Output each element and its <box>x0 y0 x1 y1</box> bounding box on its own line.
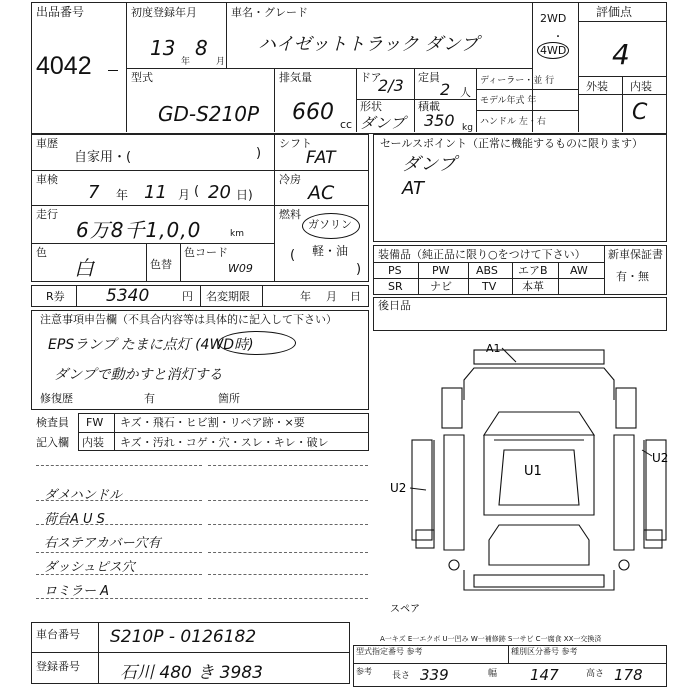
length-value: 339 <box>420 666 449 684</box>
dash-line <box>36 552 202 553</box>
divider <box>476 89 578 90</box>
interior-grade: C <box>632 100 648 125</box>
year-unit: 年 <box>181 57 191 67</box>
inspection-label: 車検 <box>36 173 58 186</box>
car-name-label: 車名・グレード <box>231 6 308 19</box>
height-value: 178 <box>614 666 643 684</box>
shape-label: 形状 <box>360 100 382 113</box>
mileage-label: 走行 <box>36 208 58 221</box>
evaluation-label: 評価点 <box>596 5 633 19</box>
mark-u1: U1 <box>524 464 542 479</box>
load-value: 350 <box>424 111 455 130</box>
doors-value: 2/3 <box>378 76 404 95</box>
divider <box>146 243 147 282</box>
inspector-fw: FW <box>86 416 104 429</box>
color-code-value: W09 <box>228 262 253 275</box>
remark-item: ダメハンドル <box>44 488 122 503</box>
equip-pw: PW <box>432 264 450 277</box>
sales-point-line2: AT <box>402 178 424 199</box>
first-reg-label: 初度登録年月 <box>131 6 197 19</box>
lot-label: 出品番号 <box>36 5 85 19</box>
recorder-items: キズ・汚れ・コゲ・穴・スレ・キレ・破レ <box>120 436 329 449</box>
divider <box>622 76 623 132</box>
divider <box>31 652 350 653</box>
reg-label: 登録番号 <box>36 660 80 673</box>
color-change-label: 色替 <box>150 258 172 271</box>
drive-4wd: 4WD <box>537 42 569 59</box>
lot-number: 4042 <box>36 52 92 80</box>
equip-sr: SR <box>388 280 403 293</box>
inspection-year: 7 <box>88 182 100 203</box>
chassis-label: 車台番号 <box>36 628 80 641</box>
remark-item: ロミラー A <box>44 584 110 599</box>
inspector-label: 検査員 <box>36 416 69 429</box>
inspector-items: キズ・飛石・ヒビ割・リペア跡・×要 <box>120 416 305 429</box>
equipment-label: 装備品（純正品に限り○をつけて下さい） <box>378 248 586 261</box>
name-change-label: 名変期限 <box>206 290 250 303</box>
history-label: 車歴 <box>36 137 58 150</box>
inspection-month: 11 <box>144 182 167 203</box>
warranty-label: 新車保証書 <box>608 248 663 261</box>
divider <box>578 94 667 95</box>
car-name-value: ハイゼットトラック ダンプ <box>258 34 479 55</box>
capacity-label: 定員 <box>418 71 440 84</box>
dash-line <box>208 598 368 599</box>
dash-line <box>208 500 368 501</box>
inspection-year-unit: 年 <box>116 188 129 202</box>
paren: ( <box>194 184 200 199</box>
dash-line <box>208 552 368 553</box>
warranty-value: 有・無 <box>616 270 649 283</box>
chassis-value: S210P - 0126182 <box>110 627 257 647</box>
color-code-label: 色コード <box>184 246 228 259</box>
sales-point-label: セールスポイント（正常に機能するものに限ります） <box>380 137 644 150</box>
shape-value: ダンプ <box>360 114 406 132</box>
notes-circle <box>218 331 296 355</box>
divider <box>126 68 532 69</box>
mark-u2-left: U2 <box>390 481 407 495</box>
displacement-unit: cc <box>340 118 353 131</box>
shift-label: シフト <box>279 137 312 150</box>
divider <box>508 645 509 663</box>
divider <box>578 21 667 22</box>
capacity-value: 2 <box>440 80 451 99</box>
notes-label: 注意事項申告欄（不具合内容等は具体的に記入して下さい） <box>40 313 337 326</box>
dealer-row3: ハンドル 左・右 <box>480 117 546 127</box>
recorder-int: 内装 <box>82 436 104 449</box>
paren: ( <box>290 248 296 263</box>
recycle-unit: 円 <box>182 290 193 303</box>
repair-label: 修復歴 <box>40 392 73 405</box>
fuel-label: 燃料 <box>279 208 301 221</box>
divider <box>274 68 275 132</box>
divider <box>476 68 477 132</box>
equip-ps: PS <box>388 264 402 277</box>
divider <box>353 663 667 664</box>
equip-leather: 本革 <box>522 280 544 293</box>
divider <box>468 262 469 295</box>
ref-label: 参考 <box>356 667 372 676</box>
divider <box>76 285 77 307</box>
divider <box>476 110 578 111</box>
capacity-unit: 人 <box>460 86 471 99</box>
inspection-month-unit: 月 <box>178 188 191 202</box>
history-close: ) <box>256 146 262 161</box>
displacement-label: 排気量 <box>279 71 312 84</box>
first-reg-year: 13 <box>150 36 176 60</box>
evaluation-score: 4 <box>612 38 630 71</box>
notes-line1: EPSランプ たまに点灯 (4WD時) <box>48 337 254 353</box>
drive-separator: ・ <box>553 32 563 43</box>
length-label: 長さ <box>392 671 411 681</box>
divider <box>373 262 604 263</box>
lot-underline <box>108 70 118 71</box>
divider <box>373 278 604 279</box>
repair-value: 有 <box>144 392 155 405</box>
divider <box>200 285 201 307</box>
name-change-year: 年 <box>300 290 311 303</box>
reg-value: 石川 480 き 3983 <box>120 663 263 683</box>
designation-label: 型式指定番号 参考 <box>356 647 423 656</box>
divider <box>274 134 275 282</box>
divider <box>532 2 533 132</box>
aircon-value: AC <box>308 182 335 204</box>
divider <box>226 2 227 68</box>
drive-2wd: 2WD <box>540 12 567 25</box>
divider <box>180 243 181 282</box>
doors-label: ドア <box>360 71 382 84</box>
name-change-month: 月 <box>326 290 337 303</box>
rear-block <box>373 297 667 331</box>
model-label: 型式 <box>131 71 153 84</box>
history-value: 自家用・( <box>74 150 132 165</box>
divider <box>418 262 419 295</box>
interior-label: 内装 <box>630 80 652 93</box>
repair-place: 箇所 <box>218 392 240 405</box>
divider <box>31 243 274 244</box>
first-reg-month: 8 <box>195 36 208 60</box>
height-label: 高さ <box>586 669 605 679</box>
divider <box>78 432 369 433</box>
load-label: 積載 <box>418 100 440 113</box>
car-diagram <box>390 340 694 620</box>
divider <box>356 68 357 132</box>
dash-line <box>208 574 368 575</box>
equip-tv: TV <box>482 280 497 293</box>
inspection-day: 20 <box>208 182 231 203</box>
mileage-unit: km <box>230 229 244 239</box>
fuel-gasoline: ガソリン <box>308 218 352 231</box>
load-unit: kg <box>462 123 473 133</box>
color-label: 色 <box>36 246 47 259</box>
dash-line <box>208 524 368 525</box>
aircon-label: 冷房 <box>279 173 301 186</box>
spare-label: スペア <box>390 604 420 615</box>
divider <box>98 622 99 684</box>
dealer-row1: ディーラー・並 行 <box>480 76 555 86</box>
shift-value: FAT <box>306 148 336 168</box>
recorder-label: 記入欄 <box>36 436 69 449</box>
remark-item: 右ステアカバー穴有 <box>44 536 161 551</box>
divider <box>262 285 263 307</box>
divider <box>114 413 115 451</box>
notes-line2: ダンプで動かすと消灯する <box>54 367 223 383</box>
displacement-value: 660 <box>292 100 334 125</box>
damage-legend: A一キズ E一エクボ U一凹み W一補修跡 S一サビ C一腐食 XX一交換済 <box>380 635 602 643</box>
inspection-day-unit: 日) <box>236 188 253 202</box>
month-unit: 月 <box>216 57 226 67</box>
model-value: GD-S210P <box>158 102 260 126</box>
equip-aw: AW <box>570 264 588 277</box>
fuel-diesel: 軽・油 <box>312 244 349 258</box>
mark-u2-right: U2 <box>652 451 669 465</box>
sales-point-line1: ダンプ <box>402 154 457 175</box>
divider <box>512 262 513 295</box>
mark-a1: A1 <box>486 342 501 355</box>
exterior-label: 外装 <box>586 80 608 93</box>
dash-line <box>208 465 368 466</box>
color-value: 白 <box>74 256 94 280</box>
divider <box>31 170 369 171</box>
divider <box>31 205 369 206</box>
remark-item: 荷台A U S <box>44 512 105 527</box>
rear-label: 後日品 <box>378 299 411 312</box>
divider <box>604 245 605 295</box>
dash-line <box>36 465 202 466</box>
equip-abs: ABS <box>476 264 498 277</box>
dealer-row2: モデル年式 年 <box>480 96 537 106</box>
divider <box>126 2 127 132</box>
remark-item: ダッシュピス穴 <box>44 560 135 575</box>
category-label: 種別区分番号 参考 <box>511 647 578 656</box>
mileage-value: 6万8千1,0,0 <box>76 218 202 242</box>
recycle-label: R券 <box>46 290 65 303</box>
name-change-day: 日 <box>350 290 361 303</box>
divider <box>414 68 415 132</box>
recycle-value: 5340 <box>106 286 150 306</box>
divider <box>558 262 559 295</box>
equip-navi: ナビ <box>430 280 452 293</box>
width-label: 幅 <box>488 669 498 679</box>
equip-airbag: エアB <box>518 264 548 277</box>
paren: ) <box>356 262 362 277</box>
width-value: 147 <box>530 666 559 684</box>
